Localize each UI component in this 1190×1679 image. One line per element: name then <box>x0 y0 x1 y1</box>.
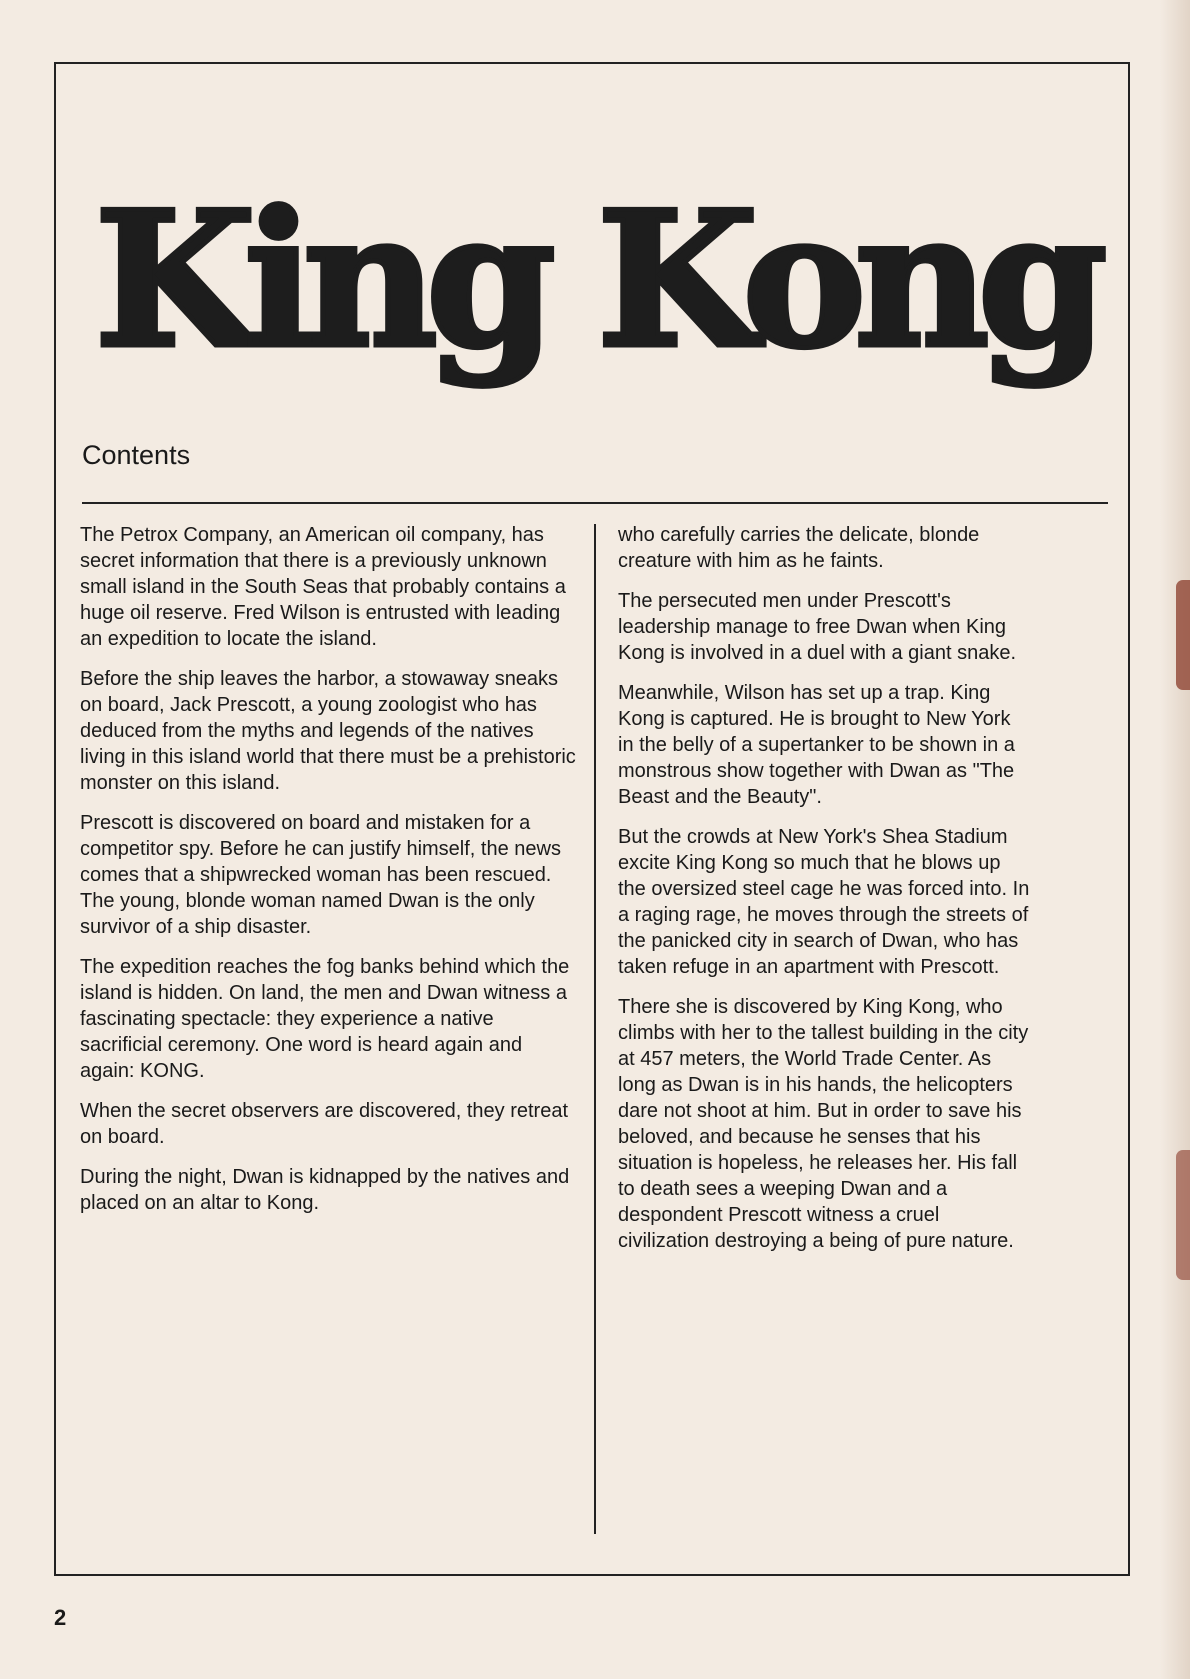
paragraph: The persecuted men under Prescott's leadership manage to free Dwan when King Kong is involved in a duel with a giant snake. <box>618 590 1017 664</box>
page-title: King Kong <box>94 169 1096 389</box>
paragraph: During the night, Dwan is kidnapped by the natives and placed on an altar to Kong. <box>80 1166 570 1214</box>
horizontal-rule <box>82 502 1108 504</box>
paragraph: Prescott is discovered on board and mistaken for a competitor spy. Before he can justify himself, the news comes that a shipwrecked woman has been rescued. The young, blonde woman named Dwan is the only survivor of a ship disaster. <box>80 812 561 938</box>
paragraph: who carefully carries the delicate, blonde creature with him as he faints. <box>618 524 980 572</box>
left-column <box>80 522 580 1230</box>
paper-stain <box>1176 1150 1190 1280</box>
column-divider <box>594 524 596 1534</box>
paragraph: When the secret observers are discovered, they retreat on board. <box>80 1100 569 1148</box>
paragraph: Meanwhile, Wilson has set up a trap. King Kong is captured. He is brought to New York in the belly of a supertanker to be shown in a monstrous show together with Dwan as "The Beast and the Beauty". <box>618 682 1015 808</box>
contents-heading: Contents <box>82 440 191 470</box>
page-number: 2 <box>54 1605 67 1630</box>
paragraph: There she is discovered by King Kong, who climbs with her to the tallest building in the city at 457 meters, the World Trade Center. As long as Dwan is in his hands, the helicopters dare not shoot at him. But in order to save his beloved, and because he senses that his situation is hopeless, he releases her. His fall to death sees a weeping Dwan and a despondent Prescott witness a cruel civilization destroying a being of pure nature. <box>618 996 1029 1252</box>
paper-stain <box>1176 580 1190 690</box>
paragraph: The expedition reaches the fog banks behind which the island is hidden. On land, the men and Dwan witness a fascinating spectacle: they experience a native sacrificial ceremony. One word is heard again and again: KONG. <box>80 956 570 1082</box>
paragraph: The Petrox Company, an American oil company, has secret information that there is a previously unknown small island in the South Seas that probably contains a huge oil reserve. Fred Wilson is entrusted with leading an expedition to locate the island. <box>80 524 566 650</box>
paragraph: But the crowds at New York's Shea Stadium excite King Kong so much that he blows up the oversized steel cage he was forced into. In a raging rage, he moves through the streets of the panicked city in search of Dwan, who has taken refuge in an apartment with Prescott. <box>618 826 1030 978</box>
right-column <box>618 522 1030 1268</box>
paragraph: Before the ship leaves the harbor, a stowaway sneaks on board, Jack Prescott, a young zoologist who has deduced from the myths and legends of the natives living in this island world that there must be a prehistoric monster on this island. <box>80 668 576 794</box>
